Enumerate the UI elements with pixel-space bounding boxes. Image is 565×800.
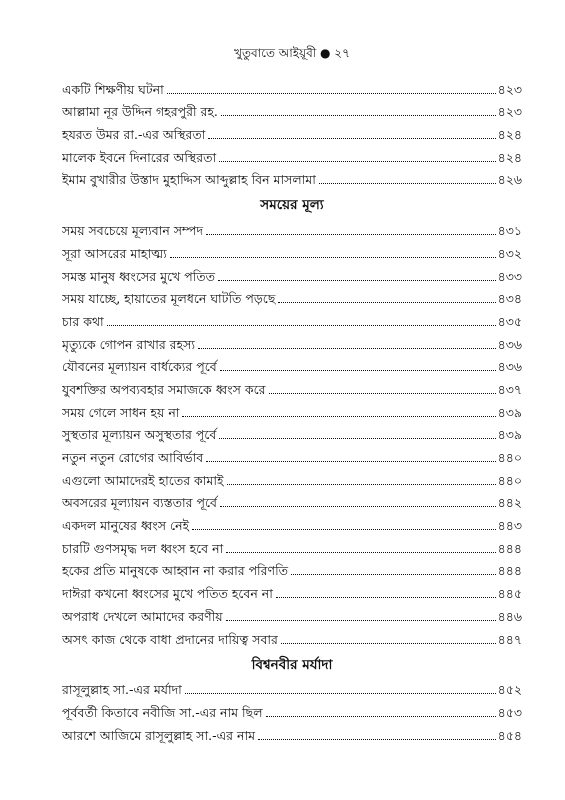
toc-entry <box>62 262 522 285</box>
dot-leader <box>182 416 495 417</box>
entry-title: রাসূলুল্লাহ সা.-এর মর্যাদা <box>62 682 182 698</box>
toc-entry <box>62 466 522 489</box>
dot-leader <box>219 161 496 162</box>
entry-page-number: ৪৩৪ <box>497 291 522 307</box>
toc-entry <box>62 602 522 625</box>
entry-page-number: ৪২৬ <box>497 172 522 188</box>
dot-leader <box>218 280 496 281</box>
toc-entry <box>62 143 522 166</box>
entry-page-number: ৪৪০ <box>497 450 522 465</box>
toc-entry <box>62 421 522 444</box>
entry-title: ইমাম বুখারীর উস্তাদ মুহাদ্দিস আব্দুল্লাহ বিন মাসলামা <box>62 172 316 188</box>
dot-leader <box>278 302 495 303</box>
entry-title: নতুন নতুন রোগের আবির্ভাব <box>62 450 204 465</box>
entry-page-number: ৪৪২ <box>497 495 522 511</box>
entry-title: সমস্ত মানুষ ধ্বংসের মুখে পতিত <box>62 268 216 284</box>
dot-leader <box>167 93 496 94</box>
dot-leader <box>170 257 496 258</box>
entry-page-number: ৪৩১ <box>497 223 522 239</box>
entry-title: আল্লামা নূর উদ্দিন গহরপুরী রহ. <box>62 104 218 120</box>
dot-leader <box>185 693 496 694</box>
dot-leader <box>281 643 496 644</box>
dot-leader <box>219 438 495 439</box>
entry-title: মৃত্যুকে গোপন রাখার রহস্য <box>62 336 196 352</box>
toc-entry <box>62 625 522 648</box>
entry-title: হযরত উমর রা.-এর অস্থিরতা <box>62 127 206 143</box>
toc-entry <box>62 579 522 602</box>
entry-page-number: ৪২৪ <box>497 127 522 143</box>
entry-page-number: ৪৩৫ <box>497 313 522 329</box>
entry-page-number: ৪৪৫ <box>497 586 522 602</box>
entry-page-number: ৪৪৩ <box>497 518 522 534</box>
toc-entry <box>62 166 522 189</box>
dot-leader <box>319 183 496 184</box>
dot-leader <box>269 393 496 394</box>
entry-title: আরশে আজিমে রাসূলুল্লাহ সা.-এর নাম <box>62 727 256 743</box>
dot-leader <box>226 620 496 621</box>
toc-entry <box>62 375 522 398</box>
dot-leader <box>221 115 496 116</box>
toc-entry <box>62 307 522 330</box>
toc-entry <box>62 75 522 98</box>
entry-page-number: ৪৪৭ <box>497 631 522 647</box>
entry-page-number: ৪৫৪ <box>497 727 522 743</box>
toc-section <box>62 648 522 744</box>
dot-leader <box>227 484 496 485</box>
entry-title: একটি শিক্ষণীয় ঘটনা <box>62 81 164 97</box>
toc-entry <box>62 489 522 512</box>
toc-section <box>62 188 522 647</box>
toc-entry <box>62 285 522 308</box>
dot-leader <box>192 529 496 530</box>
entry-page-number: ৪২৩ <box>497 81 522 97</box>
entry-page-number: ৪৩৩ <box>497 268 522 284</box>
toc-entry <box>62 534 522 557</box>
entry-title: দাঈরা কখনো ধ্বংসের মুখে পতিত হবেন না <box>62 586 273 602</box>
entry-page-number: ৪৫৩ <box>497 704 522 720</box>
dot-leader <box>220 506 496 507</box>
toc-entry <box>62 443 522 466</box>
dot-leader <box>220 370 496 371</box>
toc-entry <box>62 216 522 239</box>
entry-title: অপরাধ দেখলে আমাদের করণীয় <box>62 608 223 624</box>
entry-title: সূরা আসরের মাহাত্ম্য <box>62 245 167 261</box>
section-heading: বিশ্বনবীর মর্যাদা <box>251 656 333 673</box>
entry-page-number: ৪৩২ <box>497 245 522 261</box>
toc-entry <box>62 98 522 121</box>
dot-leader <box>206 234 496 235</box>
entry-page-number: ৪৩৬ <box>497 359 522 375</box>
entry-page-number: ৪২৩ <box>497 104 522 120</box>
toc-entry <box>62 239 522 262</box>
dot-leader <box>226 552 495 553</box>
toc-entry <box>62 398 522 421</box>
dot-leader <box>276 597 496 598</box>
entry-page-number: ৪৪৪ <box>497 540 522 556</box>
running-head: খুতুবাতে আইয়ূবী ● ২৭ <box>234 46 350 60</box>
entry-title: পূর্ববর্তী কিতাবে নবীজি সা.-এর নাম ছিল <box>62 704 263 720</box>
toc-entry <box>62 557 522 580</box>
dot-leader <box>208 138 495 139</box>
entry-title: সুস্থতার মূল্যায়ন অসুস্থতার পূর্বে <box>62 427 217 443</box>
entry-page-number: ৪৪০ <box>497 472 522 488</box>
entry-page-number: ৪৪৬ <box>497 608 522 624</box>
entry-title: যুবশক্তির অপব্যবহার সমাজকে ধ্বংস করে <box>62 381 266 397</box>
toc-entry <box>62 330 522 353</box>
entry-title: হকের প্রতি মানুষকে আহ্বান না করার পরিণতি <box>62 563 289 579</box>
toc-entry <box>62 721 522 744</box>
dot-leader <box>266 716 496 717</box>
entry-page-number: ৪৪৪ <box>497 563 522 579</box>
dot-leader <box>291 574 496 575</box>
entry-title: সময় গেলে সাধন হয় না <box>62 404 180 420</box>
entry-title: সময় যাচ্ছে, হায়াতের মূলধনে ঘাটতি পড়ছে <box>62 291 276 307</box>
table-of-contents <box>62 75 522 744</box>
toc-entry <box>62 511 522 534</box>
section-heading: সময়ের মূল্য <box>260 197 324 214</box>
entry-title: চার কথা <box>62 313 104 329</box>
entry-page-number: ৪২৪ <box>497 149 522 165</box>
entry-page-number: ৪৩৬ <box>497 336 522 352</box>
entry-page-number: ৪৩৯ <box>497 427 522 443</box>
dot-leader <box>107 325 496 326</box>
toc-section <box>62 75 522 188</box>
entry-title: এগুলো আমাদেরই হাতের কামাই <box>62 472 224 488</box>
toc-entry <box>62 120 522 143</box>
entry-title: মালেক ইবনে দিনারের অস্থিরতা <box>62 149 217 165</box>
entry-title: অসৎ কাজ থেকে বাধা প্রদানের দায়িত্ব সবার <box>62 631 278 647</box>
toc-entry <box>62 698 522 721</box>
dot-leader <box>206 461 495 462</box>
toc-entry <box>62 676 522 699</box>
entry-title: চারটি গুণসমৃদ্ধ দল ধ্বংস হবে না <box>62 540 224 556</box>
entry-title: অবসরের মূল্যায়ন ব্যস্ততার পূর্বে <box>62 495 217 511</box>
entry-page-number: ৪৩৯ <box>497 404 522 420</box>
dot-leader <box>258 739 496 740</box>
toc-entry <box>62 353 522 376</box>
entry-page-number: ৪৩৭ <box>497 381 522 397</box>
entry-title: যৌবনের মূল্যায়ন বার্ধক্যের পূর্বে <box>62 359 217 375</box>
dot-leader <box>198 348 496 349</box>
entry-page-number: ৪৫২ <box>497 682 522 698</box>
entry-title: সময় সবচেয়ে মূল্যবান সম্পদ <box>62 223 204 239</box>
entry-title: একদল মানুষের ধ্বংস নেই <box>62 518 190 534</box>
